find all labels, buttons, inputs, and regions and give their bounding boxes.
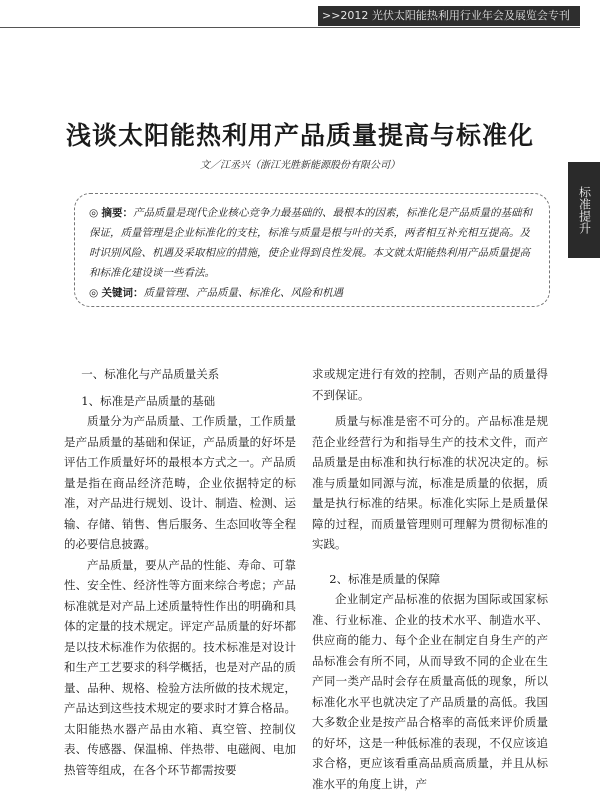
right-column (312, 364, 548, 794)
paragraph-1: 质量分为产品质量、工作质量，工作质量是产品质量的基础和保证，产品质量的好坏是评估工作质量好坏的最根本方式之一。产品质量是指在商品经济范畴，企业依据特定的标准，对产品进行规划、设计、制造、检测、运输、存储、销售、售后服务、生态回收等全程的必要信息披露。 (64, 414, 296, 551)
section-heading: 一、标准化与产品质量关系 (81, 367, 220, 381)
paragraph-2: 产品质量，要从产品的性能、寿命、可靠性、安全性、经济性等方面来综合考虑；产品标准就是对产品上述质量特性作出的明确和具体的定量的技术规定。评定产品质量的好坏都是以技术标准作为依据的。技术标准是对设计和生产工艺要求的科学概括，也是对产品的质量、品种、规格、检验方法所做的技术规定，产品达到这些技术规定的要求时才算合格品。太阳能热水器产品由水箱、真空管、控制仪表、传感器、保温棉、伴热带、电磁阀、电加热管等组成，在各个环节都需按要 (64, 557, 296, 777)
keywords-bullet-icon: ◎ (89, 287, 99, 299)
left-column (64, 364, 296, 780)
keywords-paragraph (89, 283, 535, 303)
abstract-paragraph (89, 203, 535, 283)
paragraph-continued: 求或规定进行有效的控制，否则产品的质量得不到保证。 (312, 367, 548, 402)
article-title: 浅谈太阳能热利用产品质量提高与标准化 (65, 121, 534, 150)
paragraph-4: 企业制定产品标准的依据为国际或国家标准、行业标准、企业的技术水平、制造水平、供应商的能力、每个企业在制定自身生产的产品标准会有所不同，从而导致不同的企业在生产同一类产品时会存在质量高低的现象，所以标准化水平也就决定了产品质量的高低。我国大多数企业是按产品合格率的高低来评价质量的好坏，这是一种低标准的表现，不仅应该追求合格，更应该看重高品质高质量，并且从标准水平的角度上讲，产 (312, 592, 548, 791)
abstract-label: 摘要： (101, 207, 134, 219)
paragraph-3: 质量与标准是密不可分的。产品标准是规范企业经营行为和指导生产的技术文件，而产品质量是由标准和执行标准的状况决定的。标准与质量如同源与流，标准是质量的依据，质量是执行标准的结果。标准化实际上是质量保障的过程，而质量管理则可理解为贯彻标准的实践。 (312, 414, 548, 551)
section-side-tab: 标准提升 (568, 162, 600, 258)
article-author: 文／江丞兴（浙江光胜新能源股份有限公司） (200, 160, 400, 171)
abstract-text: 产品质量是现代企业核心竞争力最基础的、最根本的因素，标准化是产品质量的基础和保证，质量管理是企业标准化的支柱，标准与质量是根与叶的关系，两者相互补充相互提高。及时识别风险、机遇及采取相应的措施，使企业得到良性发展。本文就太阳能热利用产品质量提高和标准化建设谈一些看法。 (89, 207, 533, 279)
abstract-bullet-icon: ◎ (89, 207, 99, 219)
abstract-box (74, 193, 550, 307)
sub-heading-1: 1、标准是产品质量的基础 (81, 393, 216, 408)
keywords-label: 关键词： (101, 287, 144, 299)
sub-heading-2: 2、标准是质量的保障 (329, 571, 441, 586)
running-head: >>2012 光伏太阳能热利用行业年会及展览会专刊 (322, 9, 570, 22)
keywords-text: 质量管理、产品质量、标准化、风险和机遇 (143, 287, 344, 299)
header-rule (0, 27, 580, 28)
